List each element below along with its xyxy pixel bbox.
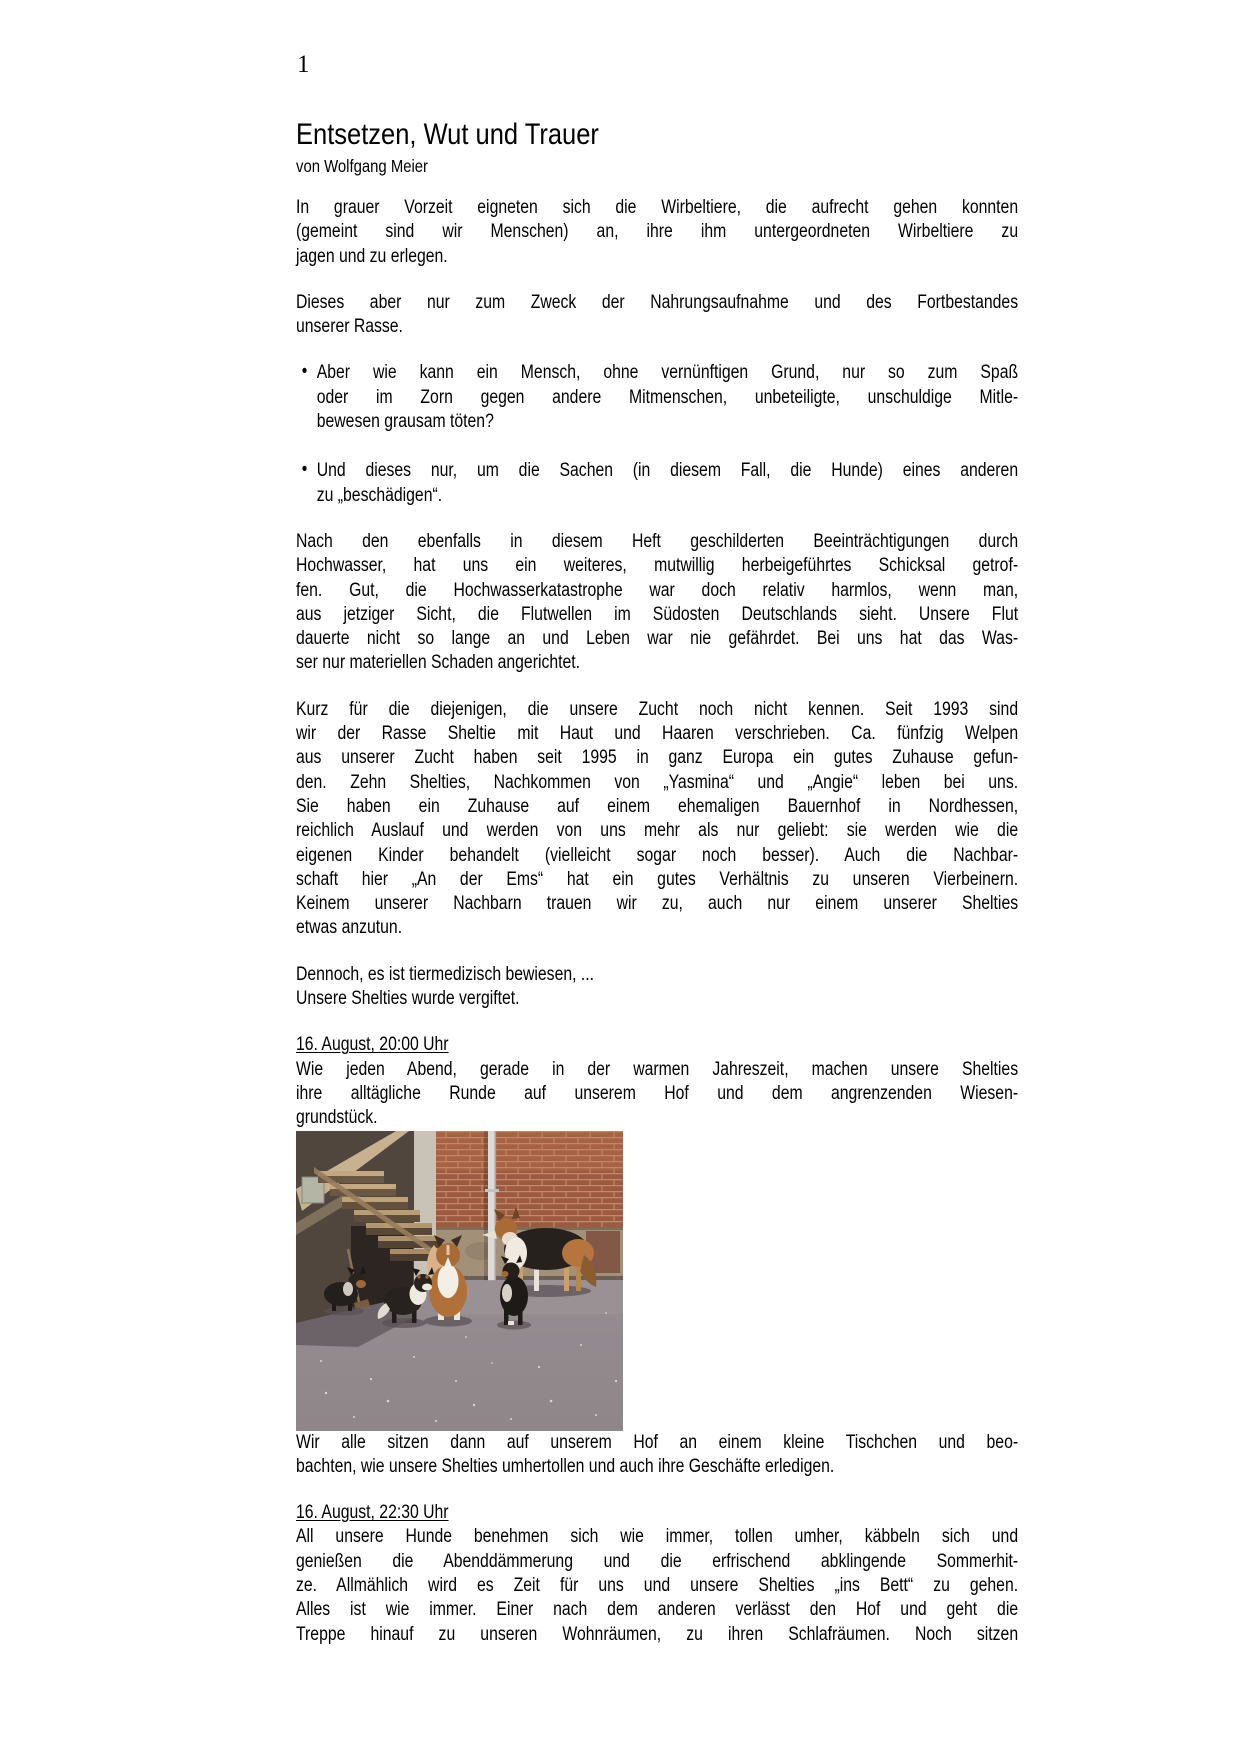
text-line: grundstück. [296,1107,378,1129]
paragraph [296,1431,1018,1480]
text-line: Kurz für die diejenigen, die unsere Zucht noch nicht kennen. Seit 1993 sind [296,698,1019,720]
text-line: Sie haben ein Zuhause auf einem ehemaligen Bauernhof in Nordhessen, [296,795,1019,817]
text-line: schaft hier „An der Ems“ hat ein gutes Verhältnis zu unseren Vierbeinern. [296,868,1019,890]
paragraph [296,196,1018,269]
article-title: Entsetzen, Wut und Trauer [296,118,599,151]
text-line: Hochwasser, hat uns ein weiteres, mutwillig herbeigeführtes Schicksal getrof- [296,555,1019,577]
paragraph [296,291,1018,340]
bullet-icon: • [301,361,308,383]
paragraph [296,530,1018,676]
text-line: Dennoch, es ist tiermedizisch bewiesen, ... [296,963,595,985]
text-line: den. Zehn Shelties, Nachkommen von „Yasmina“ und „Angie“ leben bei uns. [296,771,1019,793]
text-line: jagen und zu erlegen. [296,245,448,267]
shelties-courtyard-photo [296,1131,623,1431]
section-heading: 16. August, 20:00 Uhr [296,1034,449,1056]
text-line: zu „beschädigen“. [316,484,443,506]
text-line: Nach den ebenfalls in diesem Heft geschilderten Beeinträchtigungen durch [296,530,1019,552]
text-line: bewesen grausam töten? [316,411,494,433]
text-line: Und dieses nur, um die Sachen (in diesem Fall, die Hunde) eines anderen [316,460,1019,482]
paragraph [296,698,1018,941]
text-line: aus jetziger Sicht, die Flutwellen im Südosten Deutschlands sieht. Unsere Flut [296,603,1019,625]
text-line: genießen die Abenddämmerung und die erfrischend abklingende Sommerhit- [296,1550,1019,1572]
text-line: reichlich Auslauf und werden von uns mehr als nur geliebt: sie werden wie die [296,820,1019,842]
article-byline: von Wolfgang Meier [296,156,429,176]
text-line: dauerte nicht so lange an und Leben war nie gefährdet. Bei uns hat das Was- [296,628,1019,650]
text-line: Unsere Shelties wurde vergiftet. [296,988,520,1010]
bullet-item [296,459,1018,508]
text-line: All unsere Hunde benehmen sich wie immer, tollen umher, käbbeln sich und [296,1526,1019,1548]
text-line: aus unserer Zucht haben seit 1995 in ganz Europa ein gutes Zuhause gefun- [296,747,1019,769]
text-line: Aber wie kann ein Mensch, ohne vernünftigen Grund, nur so zum Spaß [316,362,1019,384]
page-number: 1 [297,51,310,78]
paragraph [296,1525,1018,1646]
bullet-icon: • [301,459,308,481]
text-line: ze. Allmählich wird es Zeit für uns und unsere Shelties „ins Bett“ zu gehen. [296,1574,1019,1596]
paragraph [296,1058,1018,1131]
section-heading: 16. August, 22:30 Uhr [296,1502,449,1524]
text-line: In grauer Vorzeit eigneten sich die Wirbeltiere, die aufrecht gehen konnten [296,197,1019,218]
text-line: fen. Gut, die Hochwasserkatastrophe war doch relativ harmlos, wenn man, [296,579,1019,601]
text-line: unserer Rasse. [296,316,403,338]
text-line: Wir alle sitzen dann auf unserem Hof an einem kleine Tischchen und beo- [296,1431,1019,1453]
text-line: ser nur materiellen Schaden angerichtet. [296,652,581,674]
shelties-photo-graphic [296,1131,623,1431]
article-body [296,196,1018,1647]
bullet-item [296,361,1018,434]
text-line: bachten, wie unsere Shelties umhertollen und auch ihre Geschäfte erledigen. [296,1455,835,1477]
text-line: eigenen Kinder behandelt (vielleicht sogar noch besser). Auch die Nachbar- [296,844,1019,866]
paragraph [296,963,1018,1012]
text-line: ihre alltägliche Runde auf unserem Hof und dem angrenzenden Wiesen- [296,1082,1019,1104]
text-line: (gemeint sind wir Menschen) an, ihre ihm untergeordneten Wirbeltiere zu [296,221,1019,243]
text-line: oder im Zorn gegen andere Mitmenschen, unbeteiligte, unschuldige Mitle- [316,386,1019,408]
text-line: Alles ist wie immer. Einer nach dem anderen verlässt den Hof und geht die [296,1599,1019,1621]
text-line: wir der Rasse Sheltie mit Haut und Haaren verschrieben. Ca. fünfzig Welpen [296,723,1019,745]
text-line: Dieses aber nur zum Zweck der Nahrungsaufnahme und des Fortbestandes [296,291,1019,313]
bullet-list [296,361,1018,507]
text-line: Keinem unserer Nachbarn trauen wir zu, auch nur einem unserer Shelties [296,893,1019,915]
text-line: Wie jeden Abend, gerade in der warmen Jahreszeit, machen unsere Shelties [296,1058,1019,1080]
text-line: etwas anzutun. [296,917,403,939]
text-line: Treppe hinauf zu unseren Wohnräumen, zu ihren Schlafräumen. Noch sitzen [296,1623,1019,1645]
